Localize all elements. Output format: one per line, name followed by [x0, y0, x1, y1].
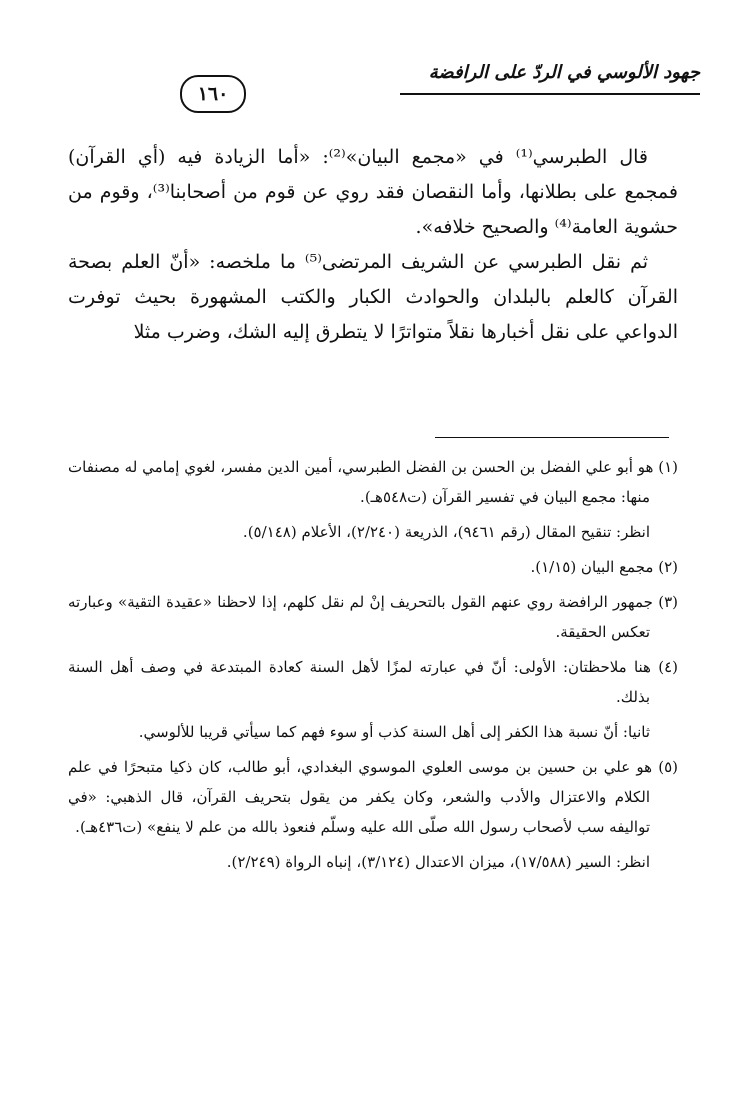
- running-title: جهود الألوسي في الردّ على الرافضة: [428, 62, 700, 83]
- paragraph-1: قال الطبرسي⁽¹⁾ في «مجمع البيان»⁽²⁾: «أما الزيادة فيه (أي القرآن) فمجمع على بطلانها، وأما النقصان فقد روي عن قوم من أصحابنا⁽³⁾، وقوم من حشوية العامة⁽⁴⁾ والصحيح خلافه».: [68, 146, 678, 238]
- footnote-2: (٢) مجمع البيان (١/١٥).: [530, 558, 678, 576]
- footnote-5-references: انظر: السير (١٧/٥٨٨)، ميزان الاعتدال (٣/١٢٤)، إنباه الرواة (٢/٢٤٩).: [226, 853, 650, 871]
- page-header: [40, 60, 700, 140]
- paragraph-2: ثم نقل الطبرسي عن الشريف المرتضى⁽⁵⁾ ما ملخصه: «أنّ العلم بصحة القرآن كالعلم بالبلدان والحوادث الكبار والكتب المشهورة بحيث توفرت الدواعي على نقل أخبارها نقلاً متواترًا لا يتطرق إليه الشك، وضرب مثلا: [68, 251, 678, 343]
- footnote-1-references: انظر: تنقيح المقال (رقم ٩٤٦١)، الذريعة (٢/٢٤٠)، الأعلام (٥/١٤٨).: [242, 523, 650, 541]
- footnote-1: (١) هو أبو علي الفضل بن الحسن بن الفضل الطبرسي، أمين الدين مفسر، لغوي إمامي له مصنفات منها: مجمع البيان في تفسير القرآن (ت٥٤٨هـ).: [68, 458, 678, 506]
- footnote-3: (٣) جمهور الرافضة روي عنهم القول بالتحريف إنْ لم نقل كلهم، إذا لاحظنا «عقيدة التقية» وعبارته تعكس الحقيقة.: [68, 593, 678, 641]
- footnote-4: (٤) هنا ملاحظتان: الأولى: أنّ في عبارته لمزًا لأهل السنة كعادة المبتدعة في وصف أهل السنة بذلك.: [68, 658, 678, 706]
- footnote-separator: [435, 437, 669, 438]
- footnotes: [68, 452, 678, 882]
- footnote-5: (٥) هو علي بن حسين بن موسى العلوي الموسوي البغدادي، أبو طالب، كان ذكيا متبحرًا في علم الكلام والاعتزال والأدب والشعر، وكان يكفر من يقول بتحريف القرآن، قال الذهبي: «في تواليفه سب لأصحاب رسول الله صلّى الله عليه وسلّم فنعوذ بالله من علم لا ينفع» (ت٤٣٦هـ).: [68, 758, 678, 836]
- main-text: [68, 140, 678, 350]
- page-number: ١٦٠: [180, 75, 246, 113]
- header-rule: [400, 93, 700, 95]
- footnote-4-second-note: ثانيا: أنّ نسبة هذا الكفر إلى أهل السنة كذب أو سوء فهم كما سيأتي قريبا للألوسي.: [138, 723, 650, 741]
